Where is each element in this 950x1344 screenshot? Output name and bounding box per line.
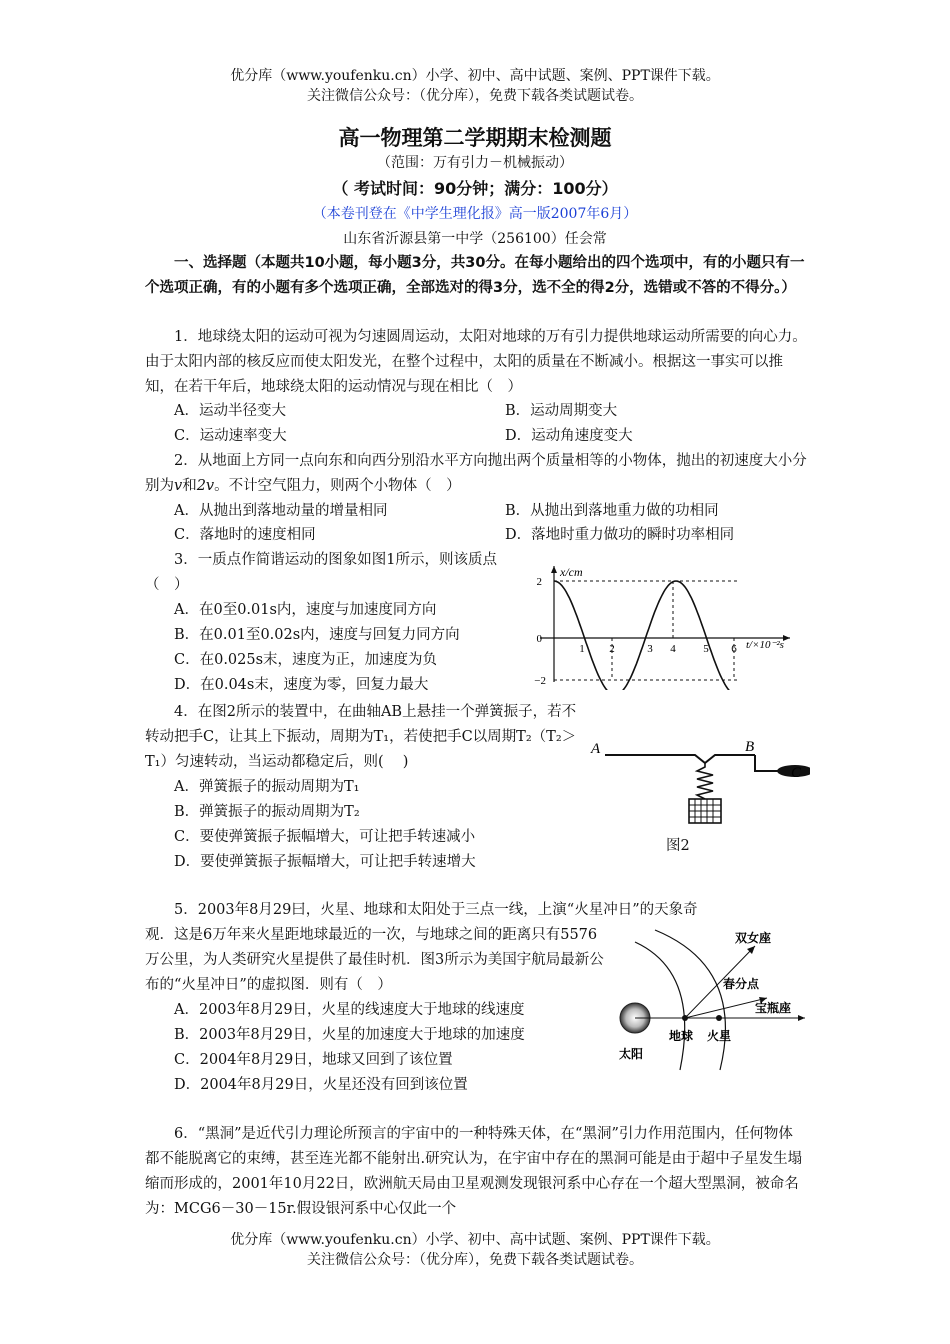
question-1 (145, 325, 807, 548)
question-2-and: 和 (182, 477, 197, 494)
question-1-option-a: A．运动半径变大 (174, 403, 286, 420)
x-tick-4: 4 (670, 643, 676, 655)
mars-label: 火星 (707, 1029, 732, 1043)
spring (697, 763, 713, 799)
question-2-option-c: C．落地时的速度相同 (174, 527, 316, 544)
question-2-options-row-1 (145, 499, 807, 524)
question-2-option-a: A．从抛出到落地动量的增量相同 (174, 502, 388, 519)
question-1-options-row-2 (145, 424, 807, 449)
question-3-option-c: C．在0.025s末，速度为正，加速度为负 (174, 652, 438, 668)
pisces-label: 双女座 (735, 931, 772, 945)
question-1-stem: 1．地球绕太阳的运动可视为匀速圆周运动，太阳对地球的万有引力提供地球运动所需要的向心力。由于太阳内部的核反应而使太阳发光，在整个过程中，太阳的质量在不断减小。根据这一事实可以推知，在若干年后，地球绕太阳的运动情况与现在相比（ ） (145, 329, 807, 395)
mars-orbit (655, 930, 725, 1070)
x-tick-2: 2 (609, 643, 615, 655)
label-b: B (745, 739, 755, 755)
figure-2-caption: 图2 (666, 838, 690, 854)
question-2-options-row-2 (145, 523, 807, 548)
question-3-option-d: D．在0.04s末，速度为零，回复力最大 (174, 677, 429, 693)
earth-label: 地球 (669, 1029, 694, 1043)
question-2-stem-b: 。不计空气阻力，则两个小物体（ ） (214, 477, 461, 494)
sun-label: 太阳 (619, 1047, 644, 1061)
label-a: A (591, 741, 601, 757)
question-3-option-b: B．在0.01至0.02s内，速度与回复力同方向 (174, 627, 460, 643)
question-5-stem-a: 5．2003年8月29曰，火星、地球和太阳处于三点一线，上演“火星冲日”的天象奇 (174, 902, 698, 918)
page-footer (0, 1230, 950, 1270)
question-6-stem: 6．“黑洞”是近代引力理论所预言的宇宙中的一种特殊天体，在“黑洞”引力作用范围内，任何物体都不能脱离它的束缚，甚至连光都不能射出.研究认为，在宇宙中存在的黑洞可能是由于超中子星发生塌缩而形成的，2001年10月22日，欧洲航天局由卫星观测发现银河系中心存在一个超大型黑洞，被命名为：MCG6－30－15r.假设银河系中心仅此一个 (145, 1126, 803, 1217)
question-1-option-d: D．运动角速度变大 (505, 428, 633, 445)
section-heading: 一、选择题（本题共10小题，每小题3分，共30分。在每小题给出的四个选项中，有的小题只有一个选项正确，有的小题有多个选项正确，全部选对的得3分，选不全的得2分，选错或不答的不得分。） (145, 255, 805, 296)
page-header (0, 66, 950, 106)
question-2-option-b: B．从抛出到落地重力做的功相同 (505, 502, 719, 519)
x-axis-arrow (783, 635, 790, 641)
figure-1-graph (520, 560, 800, 690)
y-tick-zero: 0 (536, 633, 542, 645)
question-5-option-c: C．2004年8月29日，地球又回到了该位置 (174, 1052, 453, 1068)
y-tick-max: 2 (536, 576, 542, 588)
figure-2-apparatus (585, 733, 810, 828)
equinox-label: 春分点 (723, 977, 760, 991)
x-tick-3: 3 (647, 643, 653, 655)
figure-3-mars-opposition (605, 922, 810, 1072)
earth-dot (682, 1015, 688, 1021)
y-tick-min: −2 (534, 675, 546, 687)
aquarius-label: 宝瓶座 (755, 1001, 792, 1015)
question-2-stem-a: 2．从地面上方同一点向东和向西分别沿水平方向抛出两个质量相等的小物体，抛出的初速度大小分别为 (145, 452, 807, 494)
question-2-v1: v (174, 477, 183, 494)
question-3-stem: 3．一质点作简谐运动的图象如图1所示，则该质点（ ） (145, 552, 497, 593)
question-4-option-b: B．弹簧振子的振动周期为T₂ (174, 804, 360, 820)
question-3-option-a: A．在0至0.01s内，速度与加速度同方向 (174, 602, 437, 618)
y-axis-arrow (551, 566, 557, 573)
question-4 (145, 700, 585, 875)
mars-dot (716, 1015, 722, 1021)
displacement-curve (554, 581, 737, 690)
question-5-option-a: A．2003年8月29日，火星的线速度大于地球的线速度 (174, 1002, 525, 1018)
question-2-v2: 2v (196, 477, 215, 494)
question-4-option-c: C．要使弹簧振子振幅增大，可让把手转速减小 (174, 829, 476, 845)
x-tick-6: 6 (731, 643, 737, 655)
header-line-1: 优分库（www.youfenku.cn）小学、初中、高中试题、案例、PPT课件下载。 (230, 68, 720, 84)
author-line: 山东省沂源县第一中学（256100）任会常 (343, 231, 607, 247)
footer-line-1: 优分库（www.youfenku.cn）小学、初中、高中试题、案例、PPT课件下载。 (230, 1232, 720, 1248)
x-tick-1: 1 (579, 643, 585, 655)
x-tick-5: 5 (703, 643, 709, 655)
question-5-option-d: D．2004年8月29日，火星还没有回到该位置 (174, 1077, 468, 1093)
question-5-option-b: B．2003年8月29日，火星的加速度大于地球的加速度 (174, 1027, 525, 1043)
crank-shaft (605, 755, 755, 763)
question-2-stem (145, 449, 807, 499)
question-4-option-d: D．要使弹簧振子振幅增大，可让把手转速增大 (174, 854, 476, 870)
label-c: C (791, 765, 802, 781)
scope-line: （范围：万有引力－机械振动） (377, 155, 573, 171)
question-6 (145, 1122, 807, 1222)
exam-time-line: （ 考试时间：90分钟；满分：100分） (332, 179, 618, 198)
question-4-option-a: A．弹簧振子的振动周期为T₁ (174, 779, 360, 795)
question-3 (145, 548, 515, 698)
question-2-option-d: D．落地时重力做功的瞬时功率相同 (505, 527, 735, 544)
publication-line: （本卷刊登在《中学生理化报》高一版2007年6月） (312, 206, 638, 222)
alignment-arrow (798, 1015, 805, 1021)
question-1-option-b: B．运动周期变大 (505, 403, 618, 420)
question-1-option-c: C．运动速率变大 (174, 428, 287, 445)
x-axis-label: t/×10⁻²s (746, 639, 784, 651)
y-axis-label: x/cm (560, 565, 583, 579)
footer-line-2: 关注微信公众号：（优分库），免费下载各类试题试卷。 (307, 1252, 643, 1268)
page-title: 高一物理第二学期期末检测题 (338, 126, 612, 150)
question-4-stem: 4．在图2所示的装置中，在曲轴AB上悬挂一个弹簧振子，若不转动把手C，让其上下振动，周期为T₁，若使把手C以周期T₂（T₂＞T₁）匀速转动，当运动都稳定后，则( ) (145, 704, 577, 770)
question-1-options-row-1 (145, 399, 807, 424)
header-line-2: 关注微信公众号：（优分库），免费下载各类试题试卷。 (307, 88, 643, 104)
question-5-stem-b: 观．这是6万年来火星距地球最近的一次，与地球之间的距离只有5576万公里，为人类研究火星提供了最佳时机．图3所示为美国宇航局最新公布的“火星冲日”的虚拟图．则有（ ） (145, 927, 604, 993)
